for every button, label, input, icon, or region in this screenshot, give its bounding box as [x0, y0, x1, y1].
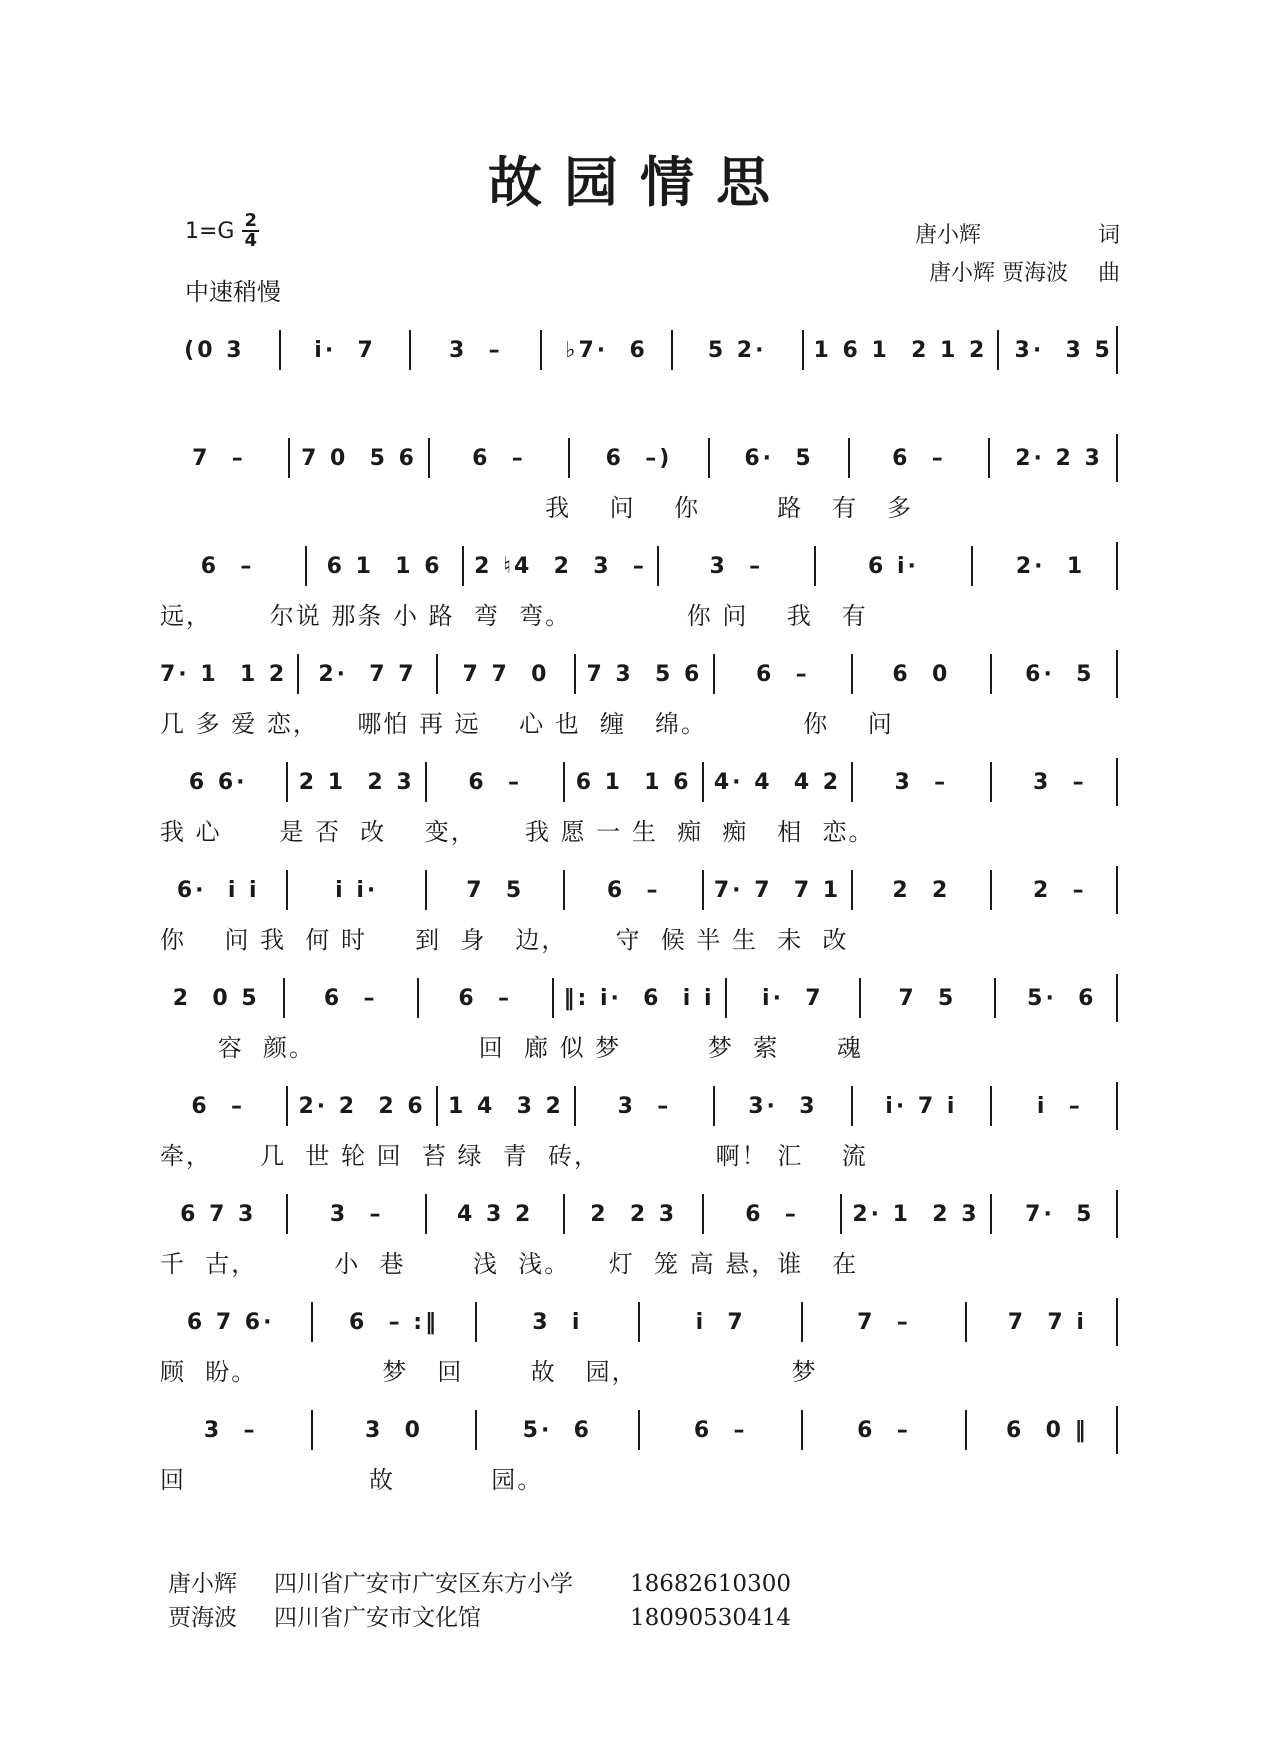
bar-line: [859, 978, 861, 1018]
bar-line: [417, 978, 419, 1018]
bar-line: [279, 330, 281, 370]
measure: 6 1 1 6: [575, 769, 692, 795]
measure: 5· 6: [522, 1417, 592, 1443]
measure: 6· 5: [744, 445, 814, 471]
bar-line: [702, 1194, 704, 1234]
bar-line: [702, 762, 704, 802]
composer-credit: 唐小辉 贾海波 曲: [928, 261, 1120, 286]
notation-row: [160, 438, 1118, 478]
lyricist-credit: 唐小辉 词: [915, 223, 1120, 248]
bar-line: [725, 978, 727, 1018]
bar-line: [988, 438, 990, 478]
bar-line: [283, 978, 285, 1018]
measure: 6 0 ‖: [1006, 1417, 1089, 1443]
bar-line: [971, 546, 973, 586]
bar-line: [574, 1086, 576, 1126]
measure: 3 i: [532, 1309, 583, 1335]
bar-line: [425, 1194, 427, 1234]
bar-line: [286, 1194, 288, 1234]
bar-line: [574, 654, 576, 694]
notation-row: [160, 330, 1118, 370]
bar-line: [965, 1410, 967, 1450]
lyrics-row: 你 问 我 何 时 到 身 边， 守 候 半 生 未 改: [160, 926, 849, 954]
measure: 3· 3 5: [1014, 337, 1113, 363]
lyrics-row: 我 问 你 路 有 多: [160, 494, 913, 522]
contact-row: 贾海波 四川省广安市文化馆 18090530414: [168, 1605, 791, 1631]
measure: 3 0: [365, 1417, 423, 1443]
lyrics-row: 顾 盼。 梦 回 故 园， 梦: [160, 1358, 818, 1386]
tempo-marking: 中速稍慢: [185, 278, 281, 306]
score-line: [160, 966, 1118, 1076]
bar-line: [425, 762, 427, 802]
bar-line: [713, 654, 715, 694]
measure: 7 0 5 6: [301, 445, 417, 471]
measure: 6 –: [458, 985, 513, 1011]
measure: 4 3 2: [457, 1201, 534, 1227]
measure: 2 2: [892, 877, 951, 903]
measure: i 7: [695, 1309, 746, 1335]
measure: 6 –: [323, 985, 378, 1011]
lyrics-row: 远， 尔说 那条 小 路 弯 弯。 你 问 我 有: [160, 602, 868, 630]
bar-line: [552, 978, 554, 1018]
bar-line: [311, 1410, 313, 1450]
contact-info: [168, 1567, 791, 1635]
bar-line: [286, 762, 288, 802]
bar-line: [990, 654, 992, 694]
bar-line: [436, 1086, 438, 1126]
measure: 3 –: [329, 1201, 384, 1227]
measure: 7· 7 7 1: [713, 877, 842, 903]
measure: 2 1 2 3: [298, 769, 415, 795]
measure: 6 1 1 6: [326, 553, 443, 579]
bar-line: [563, 1194, 565, 1234]
bar-line: [702, 870, 704, 910]
measure: i· 7: [314, 337, 376, 363]
contact-row: 唐小辉 四川省广安市广安区东方小学 18682610300: [168, 1571, 791, 1597]
lyrics-row: 牵， 几 世 轮 回 苔 绿 青 砖， 啊！ 汇 流: [160, 1142, 868, 1170]
bar-line: [851, 654, 853, 694]
measure: 2 ♮4 2 3 –: [474, 553, 647, 579]
measure: 3 –: [709, 553, 764, 579]
measure: 6 –: [472, 445, 526, 471]
bar-line: [425, 870, 427, 910]
bar-line: [286, 1086, 288, 1126]
measure: 2· 1 2 3: [852, 1201, 980, 1227]
score-line: [160, 750, 1118, 860]
song-title: 故园情思: [488, 150, 792, 214]
bar-line: [568, 438, 570, 478]
score-line: [160, 318, 1118, 428]
measure: 5· 6: [1027, 985, 1097, 1011]
bar-line: [848, 438, 850, 478]
bar-line: [1116, 650, 1118, 698]
notation-row: [160, 1302, 1118, 1342]
key-signature: [185, 212, 259, 250]
measure: 3 –: [448, 337, 503, 363]
measure: 7 –: [192, 445, 246, 471]
measure: 3 –: [894, 769, 949, 795]
measure: i i·: [335, 877, 379, 903]
bar-line: [851, 1086, 853, 1126]
bar-line: [1116, 866, 1118, 914]
measure: 7· 5: [1025, 1201, 1095, 1227]
measure: (0 3: [184, 337, 245, 363]
bar-line: [802, 330, 804, 370]
bar-line: [311, 1302, 313, 1342]
measure: 2 2 3: [590, 1201, 678, 1227]
measure: 6 –: [606, 877, 661, 903]
score-line: [160, 426, 1118, 536]
bar-line: [1116, 1190, 1118, 1238]
notation-row: [160, 978, 1118, 1018]
measure: 7 5: [898, 985, 957, 1011]
measure: i· 7: [762, 985, 824, 1011]
bar-line: [801, 1302, 803, 1342]
measure: 6 7 6·: [186, 1309, 275, 1335]
measure: 1 6 1 2 1 2: [813, 337, 988, 363]
bar-line: [288, 438, 290, 478]
bar-line: [840, 1194, 842, 1234]
bar-line: [1116, 974, 1118, 1022]
notation-row: [160, 1086, 1118, 1126]
measure: 6 –: [745, 1201, 799, 1227]
bar-line: [428, 438, 430, 478]
bar-line: [475, 1302, 477, 1342]
bar-line: [297, 654, 299, 694]
lyrics-row: 容 颜。 回 廊 似 梦 梦 萦 魂: [160, 1034, 863, 1062]
measure: ‖: i· 6 i i: [563, 985, 715, 1011]
measure: ♭7· 6: [565, 337, 648, 363]
bar-line: [305, 546, 307, 586]
bar-line: [462, 546, 464, 586]
measure: 6 –: [892, 445, 946, 471]
measure: 1 4 3 2: [448, 1093, 564, 1119]
measure: 7 7 i: [1007, 1309, 1087, 1335]
bar-line: [409, 330, 411, 370]
bar-line: [1116, 434, 1118, 482]
bar-line: [713, 1086, 715, 1126]
score-line: [160, 1398, 1118, 1508]
score-line: [160, 858, 1118, 968]
score-line: [160, 1074, 1118, 1184]
bar-line: [638, 1410, 640, 1450]
measure: 2· 7 7: [318, 661, 417, 687]
measure: 6 0: [892, 661, 951, 687]
bar-line: [563, 762, 565, 802]
measure: 7 3 5 6: [586, 661, 703, 687]
bar-line: [1116, 1082, 1118, 1130]
lyrics-row: 千 古， 小 巷 浅 浅。 灯 笼 高 悬，谁 在: [160, 1250, 859, 1278]
measure: 3 –: [203, 1417, 258, 1443]
measure: 6· i i: [176, 877, 260, 903]
bar-line: [540, 330, 542, 370]
measure: 4· 4 4 2: [713, 769, 842, 795]
bar-line: [997, 330, 999, 370]
measure: 7 5: [466, 877, 525, 903]
key-label: 1=G: [185, 218, 235, 244]
measure: 6· 5: [1025, 661, 1095, 687]
bar-line: [1116, 326, 1118, 374]
notation-row: [160, 762, 1118, 802]
measure: i· 7 i: [885, 1093, 958, 1119]
measure: 7 7 0: [462, 661, 550, 687]
bar-line: [851, 870, 853, 910]
measure: 3 –: [1032, 769, 1087, 795]
notation-row: [160, 1410, 1118, 1450]
measure: 3 –: [617, 1093, 672, 1119]
measure: 6 –): [605, 445, 673, 471]
notation-row: [160, 870, 1118, 910]
bar-line: [965, 1302, 967, 1342]
bar-line: [638, 1302, 640, 1342]
bar-line: [436, 654, 438, 694]
bar-line: [990, 870, 992, 910]
measure: 5 2·: [707, 337, 767, 363]
measure: 3· 3: [748, 1093, 818, 1119]
measure: 6 – :‖: [348, 1309, 440, 1335]
notation-row: [160, 1194, 1118, 1234]
bar-line: [1116, 542, 1118, 590]
bar-line: [1116, 1298, 1118, 1346]
bar-line: [990, 1194, 992, 1234]
bar-line: [1116, 1406, 1118, 1454]
measure: 6 –: [200, 553, 255, 579]
lyrics-row: 几 多 爱 恋， 哪怕 再 远 心 也 缠 绵。 你 问: [160, 710, 894, 738]
bar-line: [990, 1086, 992, 1126]
measure: i –: [1036, 1093, 1083, 1119]
bar-line: [286, 870, 288, 910]
bar-line: [801, 1410, 803, 1450]
measure: 2· 1: [1015, 553, 1086, 579]
measure: 2· 2 3: [1015, 445, 1103, 471]
bar-line: [657, 546, 659, 586]
bar-line: [851, 762, 853, 802]
measure: 7· 1 1 2: [160, 661, 288, 687]
measure: 6 i·: [868, 553, 919, 579]
time-signature: $\frac{2}{4}$: [244, 210, 258, 251]
notation-row: [160, 654, 1118, 694]
score-line: [160, 642, 1118, 752]
measure: 6 –: [693, 1417, 748, 1443]
measure: 6 –: [468, 769, 522, 795]
score-line: [160, 534, 1118, 644]
bar-line: [990, 762, 992, 802]
bar-line: [994, 978, 996, 1018]
measure: 2· 2 2 6: [298, 1093, 426, 1119]
score-line: [160, 1182, 1118, 1292]
lyrics-row: 回 故 园。: [160, 1466, 544, 1494]
bar-line: [671, 330, 673, 370]
measure: 2 0 5: [172, 985, 260, 1011]
measure: 6 –: [857, 1417, 911, 1443]
measure: 7 –: [857, 1309, 911, 1335]
notation-row: [160, 546, 1118, 586]
bar-line: [814, 546, 816, 586]
bar-line: [1116, 758, 1118, 806]
measure: 2 –: [1032, 877, 1087, 903]
measure: 6 –: [191, 1093, 246, 1119]
measure: 6 6·: [188, 769, 248, 795]
bar-line: [708, 438, 710, 478]
lyrics-row: 我 心 是 否 改 变， 我 愿 一 生 痴 痴 相 恋。: [160, 818, 875, 846]
bar-line: [475, 1410, 477, 1450]
score-line: [160, 1290, 1118, 1400]
bar-line: [563, 870, 565, 910]
measure: 6 7 3: [180, 1201, 257, 1227]
measure: 6 –: [756, 661, 810, 687]
